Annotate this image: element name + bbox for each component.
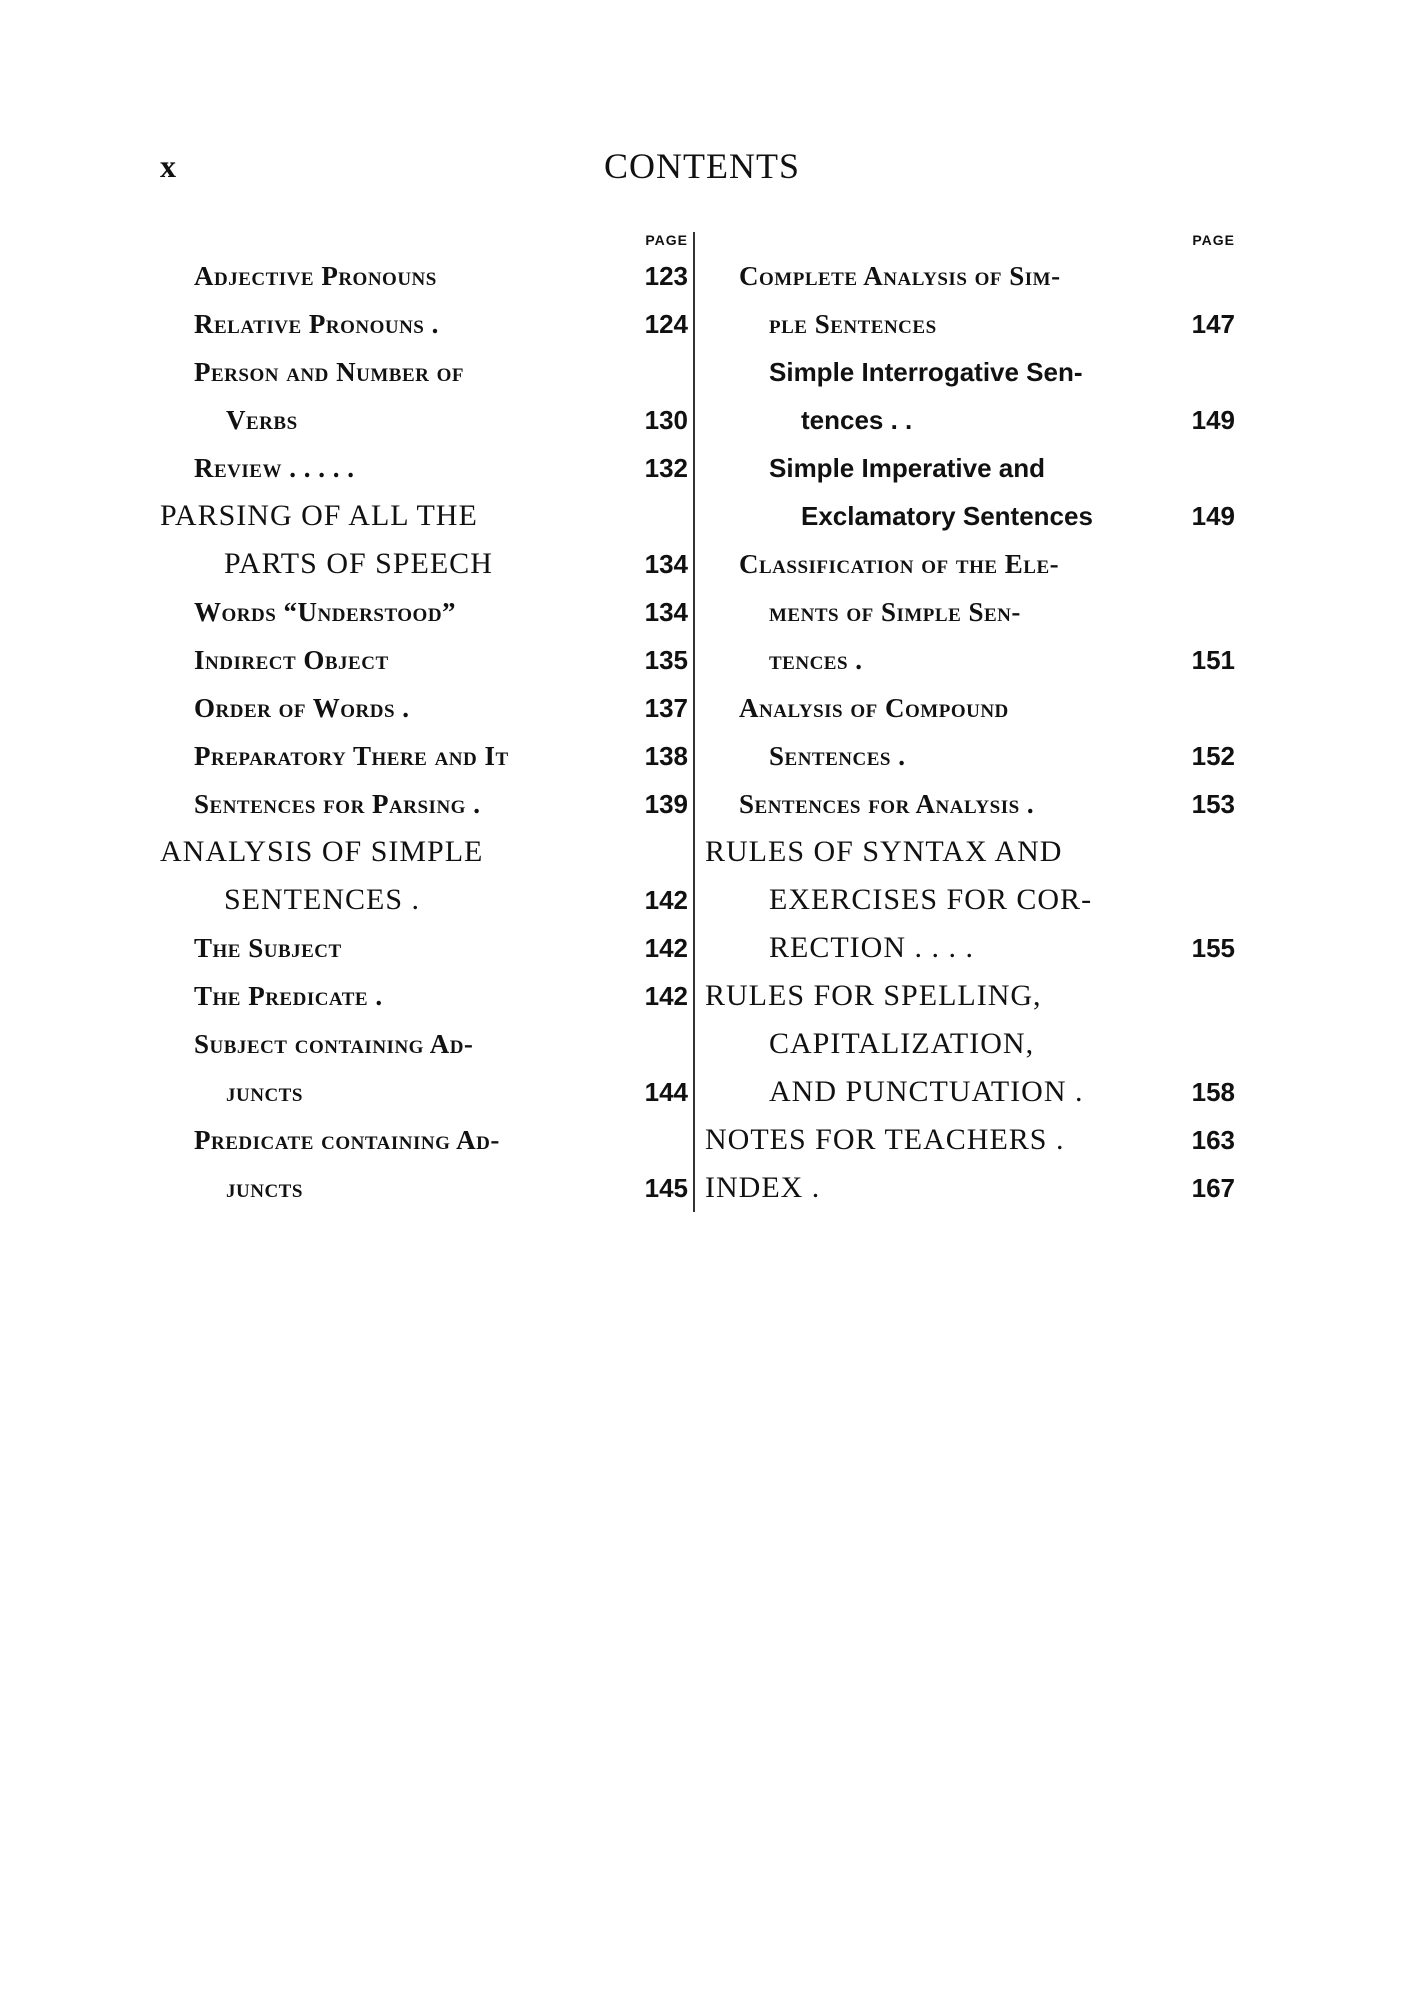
toc-entry[interactable]: [160, 1116, 688, 1212]
toc-entry[interactable]: [705, 828, 1235, 972]
toc-entry-title: Subject containing Ad-: [194, 1029, 474, 1059]
toc-entry-title: SENTENCES .: [224, 883, 421, 916]
toc-entry-title: juncts: [226, 1173, 303, 1203]
toc-entry-title: ANALYSIS OF SIMPLE: [160, 835, 484, 868]
toc-entry-title: EXERCISES FOR COR-: [769, 883, 1093, 916]
toc-entry-title: INDEX .: [705, 1171, 821, 1204]
toc-entry[interactable]: [160, 492, 688, 588]
page-title: CONTENTS: [604, 146, 800, 186]
toc-page-number: 158: [1191, 1077, 1235, 1107]
toc-page-number: 130: [644, 405, 688, 435]
toc-page-number: 153: [1191, 789, 1235, 819]
toc-line: [160, 300, 688, 348]
toc-page-number: 124: [644, 309, 688, 339]
toc-entry-title: Predicate containing Ad-: [194, 1125, 500, 1155]
toc-page-number: 132: [644, 453, 688, 483]
toc-entry-title: Complete Analysis of Sim-: [739, 261, 1061, 291]
toc-page-number: 149: [1191, 501, 1235, 531]
toc-line: [705, 1164, 1235, 1212]
toc-entry[interactable]: [160, 588, 688, 636]
toc-entry[interactable]: [160, 828, 688, 924]
toc-line: [705, 1020, 1235, 1068]
page-column-heading: PAGE: [645, 232, 688, 248]
toc-entry-title: Sentences for Parsing .: [194, 789, 481, 819]
toc-line: [160, 732, 688, 780]
toc-entry-title: The Subject: [194, 933, 342, 963]
toc-entry-title: tences . .: [801, 405, 913, 435]
toc-entry-title: juncts: [226, 1077, 303, 1107]
toc-line: [705, 396, 1235, 444]
toc-entry[interactable]: [705, 972, 1235, 1116]
toc-entry[interactable]: [705, 780, 1235, 828]
toc-line: [160, 492, 688, 540]
toc-entry[interactable]: [160, 300, 688, 348]
toc-entry[interactable]: [705, 540, 1235, 684]
toc-line: [160, 1068, 688, 1116]
toc-line: [705, 300, 1235, 348]
toc-entry-title: Sentences for Analysis .: [739, 789, 1035, 819]
toc-entry-title: tences .: [769, 645, 863, 675]
toc-line: [160, 1116, 688, 1164]
toc-entry[interactable]: [705, 684, 1235, 780]
toc-entry[interactable]: [705, 252, 1235, 348]
toc-page-number: 151: [1191, 645, 1235, 675]
toc-line: [160, 684, 688, 732]
toc-line: [160, 636, 688, 684]
toc-line: [705, 588, 1235, 636]
toc-line: [160, 348, 688, 396]
toc-line: [705, 1116, 1235, 1164]
toc-entry[interactable]: [705, 1116, 1235, 1164]
toc-page-number: 155: [1191, 933, 1235, 963]
toc-entry-title: Adjective Pronouns: [194, 261, 437, 291]
toc-page-number: 135: [644, 645, 688, 675]
toc-list-left: [160, 252, 688, 1212]
page-folio: x: [160, 148, 176, 184]
toc-page-number: 149: [1191, 405, 1235, 435]
toc-line: [705, 492, 1235, 540]
toc-entry-title: Simple Imperative and: [769, 453, 1045, 483]
toc-line: [705, 348, 1235, 396]
toc-entry[interactable]: [705, 348, 1235, 444]
toc-page-number: 145: [644, 1173, 688, 1203]
toc-page-number: 142: [644, 885, 688, 915]
toc-entry-title: Relative Pronouns .: [194, 309, 439, 339]
toc-line: [160, 1020, 688, 1068]
toc-line: [705, 252, 1235, 300]
toc-line: [160, 444, 688, 492]
toc-entry-title: Exclamatory Sentences: [801, 501, 1093, 531]
toc-entry-title: ments of Simple Sen-: [769, 597, 1021, 627]
column-divider: [693, 232, 695, 1212]
toc-entry-title: Indirect Object: [194, 645, 389, 675]
toc-entry-title: CAPITALIZATION,: [769, 1027, 1035, 1060]
toc-page-number: 152: [1191, 741, 1235, 771]
toc-page-number: 142: [644, 981, 688, 1011]
toc-page-number: 134: [644, 597, 688, 627]
toc-entry[interactable]: [160, 1020, 688, 1116]
toc-list-right: [705, 252, 1235, 1212]
toc-entry-title: ple Sentences: [769, 309, 937, 339]
toc-entry[interactable]: [160, 636, 688, 684]
toc-line: [705, 924, 1235, 972]
toc-entry-title: Order of Words .: [194, 693, 410, 723]
toc-page-number: 137: [644, 693, 688, 723]
toc-entry-title: NOTES FOR TEACHERS .: [705, 1123, 1065, 1156]
toc-entry-title: Analysis of Compound: [739, 693, 1009, 723]
toc-line: [160, 924, 688, 972]
toc-page-number: 144: [644, 1077, 688, 1107]
toc-line: [705, 828, 1235, 876]
toc-line: [705, 444, 1235, 492]
toc-line: [705, 972, 1235, 1020]
page-column-heading: PAGE: [1192, 232, 1235, 248]
toc-page-number: 139: [644, 789, 688, 819]
toc-line: [705, 1068, 1235, 1116]
toc-page-number: 142: [644, 933, 688, 963]
toc-line: [160, 588, 688, 636]
toc-line: [705, 540, 1235, 588]
toc-line: [705, 684, 1235, 732]
toc-line: [160, 828, 688, 876]
toc-entry-title: Review . . . . .: [194, 453, 355, 483]
toc-line: [160, 1164, 688, 1212]
toc-line: [160, 972, 688, 1020]
toc-page-number: 147: [1191, 309, 1235, 339]
toc-entry-title: RECTION . . . .: [769, 931, 974, 964]
toc-entry-title: Verbs: [226, 405, 298, 435]
toc-entry-title: Person and Number of: [194, 357, 464, 387]
toc-line: [160, 780, 688, 828]
toc-entry[interactable]: [705, 444, 1235, 540]
toc-entry[interactable]: [160, 732, 688, 780]
toc-entry-title: The Predicate .: [194, 981, 383, 1011]
toc-entry[interactable]: [160, 684, 688, 732]
toc-entry-title: Preparatory There and It: [194, 741, 509, 771]
toc-line: [160, 252, 688, 300]
toc-line: [160, 540, 688, 588]
toc-entry-title: Words “Understood”: [194, 597, 457, 627]
toc-entry-title: Classification of the Ele-: [739, 549, 1060, 579]
toc-entry[interactable]: [160, 348, 688, 444]
toc-entry[interactable]: [160, 924, 688, 972]
toc-line: [705, 636, 1235, 684]
toc-page-number: 167: [1191, 1173, 1235, 1203]
toc-entry-title: AND PUNCTUATION .: [769, 1075, 1084, 1108]
toc-line: [160, 876, 688, 924]
toc-line: [705, 876, 1235, 924]
toc-line: [705, 780, 1235, 828]
toc-entry[interactable]: [160, 252, 688, 300]
toc-entry[interactable]: [160, 780, 688, 828]
toc-entry[interactable]: [160, 972, 688, 1020]
toc-entry-title: PARSING OF ALL THE: [160, 499, 478, 532]
toc-line: [160, 396, 688, 444]
contents-column-left: [160, 232, 688, 1212]
toc-entry-title: Simple Interrogative Sen-: [769, 357, 1083, 387]
toc-page-number: 134: [644, 549, 688, 579]
toc-page-number: 138: [644, 741, 688, 771]
toc-page-number: 123: [644, 261, 688, 291]
toc-line: [705, 732, 1235, 780]
toc-entry-title: Sentences .: [769, 741, 906, 771]
toc-entry-title: RULES FOR SPELLING,: [705, 979, 1042, 1012]
toc-page-number: 163: [1191, 1125, 1235, 1155]
toc-entry-title: RULES OF SYNTAX AND: [705, 835, 1063, 868]
toc-entry[interactable]: [160, 444, 688, 492]
toc-entry-title: PARTS OF SPEECH: [224, 547, 493, 580]
toc-entry[interactable]: [705, 1164, 1235, 1212]
contents-column-right: [705, 232, 1235, 1212]
